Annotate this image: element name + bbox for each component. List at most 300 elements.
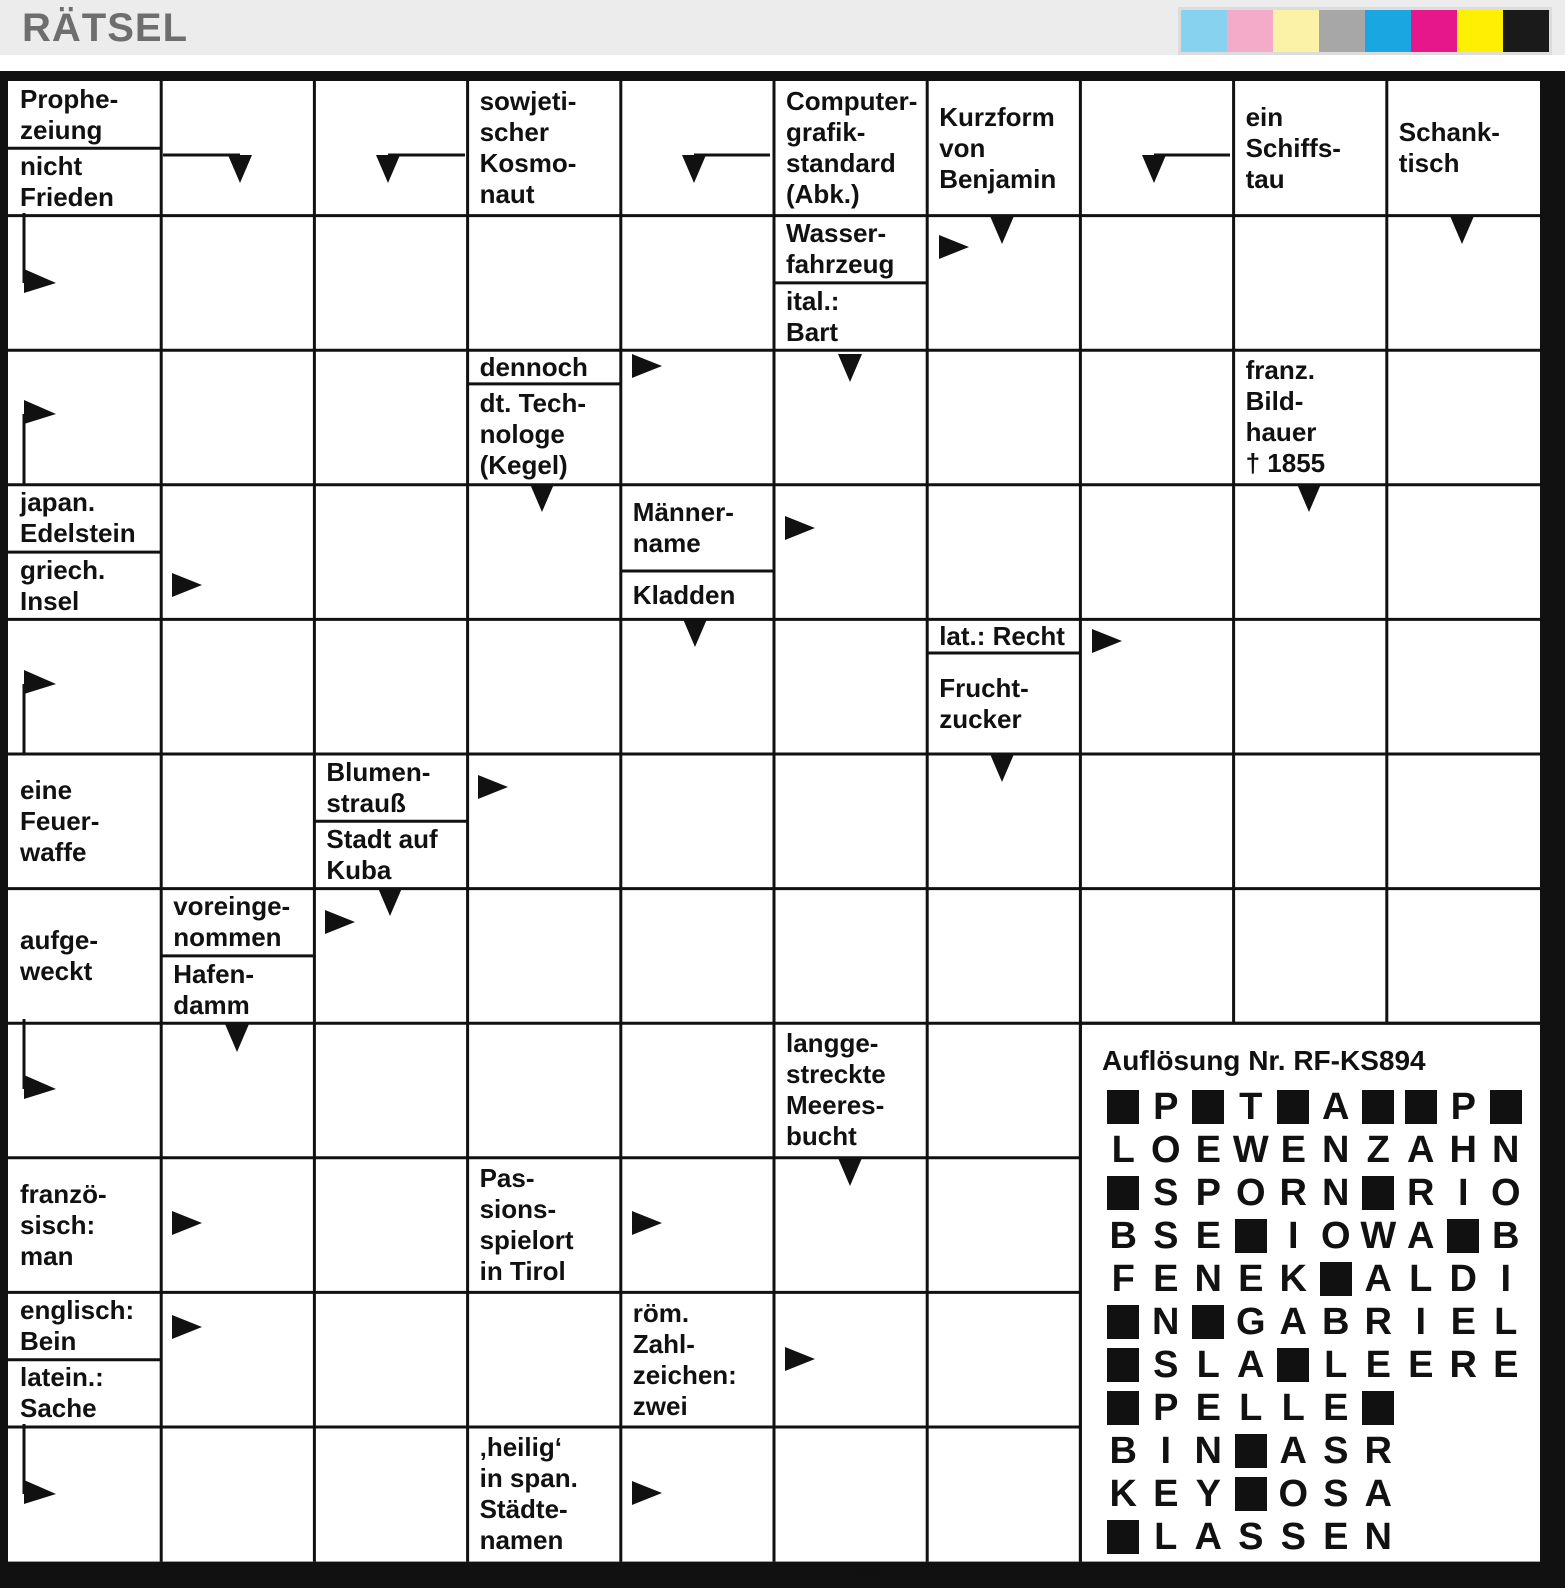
solution-letter: R	[1449, 1343, 1477, 1386]
black-square-icon	[1107, 1348, 1139, 1382]
solution-row	[1102, 1171, 1547, 1214]
solution-letter: E	[1323, 1515, 1349, 1558]
answer-cell-r4-c4[interactable]	[621, 619, 774, 754]
clue-text-line: ein	[1245, 101, 1284, 132]
clue-text-line: zucker	[939, 703, 1022, 734]
black-square-icon	[1405, 1090, 1437, 1124]
answer-cell-r2-c7[interactable]	[1080, 350, 1233, 485]
clue-text-line: waffe	[20, 836, 87, 867]
clue-text-line: strauß	[326, 787, 406, 818]
answer-cell-r4-c0[interactable]	[8, 619, 161, 754]
clue-text-line: spielort	[479, 1225, 574, 1256]
answer-cell-r6-c9[interactable]	[1387, 889, 1540, 1024]
clue-text-line: Frucht-	[939, 672, 1029, 703]
clue-box	[774, 283, 927, 350]
solution-block	[1357, 1171, 1400, 1214]
clue-text-line: latein.:	[20, 1362, 104, 1393]
clue-box	[774, 81, 927, 216]
solution-letter: O	[1235, 1171, 1266, 1214]
answer-cell-r5-c9[interactable]	[1387, 754, 1540, 889]
answer-cell-r5-c1[interactable]	[161, 754, 314, 889]
answer-cell-r6-c2[interactable]	[314, 889, 467, 1024]
solution-letter: O	[1150, 1128, 1181, 1171]
clue-box	[8, 1292, 161, 1359]
answer-cell-r5-c6[interactable]	[927, 754, 1080, 889]
clue-text-line: von	[939, 132, 986, 163]
clue-text-line: naut	[479, 179, 535, 210]
answer-cell-r8-c1[interactable]	[161, 1158, 314, 1293]
clue-text-line: damm	[173, 989, 250, 1020]
solution-letter: E	[1153, 1472, 1179, 1515]
answer-cell-r7-c3[interactable]	[468, 1023, 621, 1158]
clue-text-line: sions-	[479, 1194, 557, 1225]
solution-letter: Y	[1195, 1472, 1221, 1515]
solution-letter: Z	[1366, 1128, 1390, 1171]
black-square-icon	[1277, 1348, 1309, 1382]
solution-letter: E	[1195, 1214, 1221, 1257]
answer-cell-r4-c7[interactable]	[1080, 619, 1233, 754]
answer-cell-r2-c4[interactable]	[621, 350, 774, 485]
answer-cell-r6-c8[interactable]	[1234, 889, 1387, 1024]
clue-box	[8, 1158, 161, 1293]
solution-letter: A	[1364, 1472, 1392, 1515]
color-swatch-1	[1181, 10, 1227, 52]
black-square-icon	[1447, 1219, 1479, 1253]
puzzle-id: RF-KS895	[822, 1565, 884, 1580]
clue-text-line: scher	[479, 117, 549, 148]
solution-letter: B	[1109, 1429, 1137, 1472]
clue-text-line: standard	[786, 148, 896, 179]
clue-text-line: weckt	[20, 955, 93, 986]
clue-text-line: sowjeti-	[479, 86, 577, 117]
clue-text-line: zeichen:	[632, 1359, 737, 1390]
answer-cell-r5-c3[interactable]	[468, 754, 621, 889]
clue-box	[314, 821, 467, 888]
black-square-icon	[1192, 1305, 1224, 1339]
solution-block	[1442, 1214, 1485, 1257]
solution-letter: L	[1154, 1515, 1178, 1558]
clue-text-line: voreinge-	[173, 891, 291, 922]
clue-text-line: Schank-	[1398, 117, 1500, 148]
clue-text-line: zeiung	[20, 114, 103, 145]
solution-block	[1187, 1085, 1230, 1128]
solution-block	[1102, 1085, 1145, 1128]
solution-block	[1485, 1085, 1528, 1128]
page-title: RÄTSEL	[22, 6, 188, 50]
solution-letter: L	[1239, 1386, 1263, 1429]
answer-cell-r0-c7[interactable]	[1080, 81, 1233, 216]
solution-block	[1315, 1257, 1358, 1300]
solution-letter: E	[1493, 1343, 1519, 1386]
answer-cell-r1-c7[interactable]	[1080, 216, 1233, 351]
answer-cell-r1-c9[interactable]	[1387, 216, 1540, 351]
clue-text-line: Wasser-	[786, 218, 887, 249]
clue-box	[8, 1360, 161, 1427]
black-square-icon	[1235, 1434, 1267, 1468]
solution-letter: H	[1449, 1128, 1477, 1171]
header	[0, 0, 1565, 70]
color-swatch-7	[1457, 10, 1503, 52]
answer-cell-r3-c2[interactable]	[314, 485, 467, 620]
solution-block	[1272, 1085, 1315, 1128]
color-swatch-8	[1503, 10, 1549, 52]
clue-box	[8, 148, 161, 215]
clue-box	[1234, 81, 1387, 216]
answer-cell-r2-c0[interactable]	[8, 350, 161, 485]
clue-text-line: Kuba	[326, 854, 392, 885]
black-square-icon	[1192, 1090, 1224, 1124]
clue-box	[8, 754, 161, 889]
answer-cell-r3-c7[interactable]	[1080, 485, 1233, 620]
solution-block	[1400, 1085, 1443, 1128]
answer-cell-r2-c1[interactable]	[161, 350, 314, 485]
solution-block	[1230, 1214, 1273, 1257]
solution-letter: I	[1415, 1300, 1427, 1343]
solution-block	[1102, 1171, 1145, 1214]
solution-letter: R	[1279, 1171, 1307, 1214]
answer-cell-r3-c1[interactable]	[161, 485, 314, 620]
clue-text-line: aufge-	[20, 924, 98, 955]
black-square-icon	[1362, 1176, 1394, 1210]
clue-text-line: hauer	[1245, 417, 1317, 448]
solution-letter: A	[1322, 1085, 1350, 1128]
answer-cell-r6-c4[interactable]	[621, 889, 774, 1024]
color-swatch-6	[1411, 10, 1457, 52]
clue-text-line: nicht	[20, 150, 83, 181]
solution-letter: N	[1194, 1429, 1222, 1472]
solution-letter: R	[1407, 1171, 1435, 1214]
clue-text-line: Insel	[20, 585, 80, 616]
solution-letter: N	[1194, 1257, 1222, 1300]
clue-text-line: lat.: Recht	[939, 620, 1065, 651]
clue-text-line: streckte	[786, 1059, 886, 1090]
solution-block	[1230, 1429, 1273, 1472]
answer-cell-r2-c9[interactable]	[1387, 350, 1540, 485]
answer-cell-r1-c8[interactable]	[1234, 216, 1387, 351]
clue-box	[468, 1427, 621, 1562]
clue-box	[1387, 81, 1540, 216]
black-square-icon	[1490, 1090, 1522, 1124]
answer-cell-r1-c4[interactable]	[621, 216, 774, 351]
solution-letter: D	[1449, 1257, 1477, 1300]
clue-box	[621, 571, 774, 619]
answer-cell-r8-c4[interactable]	[621, 1158, 774, 1293]
solution-letter: E	[1408, 1343, 1434, 1386]
solution-letter: S	[1323, 1429, 1349, 1472]
answer-cell-r9-c5[interactable]	[774, 1292, 927, 1427]
clue-text-line: Männer-	[632, 496, 734, 527]
answer-cell-r5-c8[interactable]	[1234, 754, 1387, 889]
solution-letter: S	[1153, 1343, 1179, 1386]
answer-cell-r6-c5[interactable]	[774, 889, 927, 1024]
black-square-icon	[1107, 1090, 1139, 1124]
solution-letter: S	[1323, 1472, 1349, 1515]
solution-row	[1102, 1128, 1547, 1171]
answer-cell-r8-c2[interactable]	[314, 1158, 467, 1293]
clue-text-line: griech.	[20, 554, 106, 585]
clue-text-line: nologe	[479, 418, 565, 449]
solution-letter: A	[1237, 1343, 1265, 1386]
clue-text-line: nommen	[173, 922, 282, 953]
solution-letter: A	[1364, 1257, 1392, 1300]
clue-text-line: Computer-	[786, 86, 918, 117]
answer-cell-r1-c2[interactable]	[314, 216, 467, 351]
solution-letter: B	[1109, 1214, 1137, 1257]
answer-cell-r0-c4[interactable]	[621, 81, 774, 216]
clue-text-line: Benjamin	[939, 163, 1057, 194]
answer-cell-r0-c2[interactable]	[314, 81, 467, 216]
answer-cell-r0-c1[interactable]	[161, 81, 314, 216]
solution-letter: I	[1457, 1171, 1469, 1214]
clue-box	[1234, 350, 1387, 485]
solution-letter: I	[1160, 1429, 1172, 1472]
clue-text-line: franz.	[1245, 355, 1315, 386]
clue-text-line: † 1855	[1245, 448, 1326, 479]
answer-cell-r8-c5[interactable]	[774, 1158, 927, 1293]
solution-letter: A	[1279, 1300, 1307, 1343]
answer-cell-r7-c2[interactable]	[314, 1023, 467, 1158]
answer-cell-r4-c3[interactable]	[468, 619, 621, 754]
solution-letter: L	[1324, 1343, 1348, 1386]
clue-text-line: Schiffs-	[1245, 132, 1341, 163]
clue-text-line: Zahl-	[632, 1328, 695, 1359]
answer-cell-r2-c6[interactable]	[927, 350, 1080, 485]
solution-letter: O	[1490, 1171, 1521, 1214]
answer-cell-r1-c1[interactable]	[161, 216, 314, 351]
answer-cell-r4-c2[interactable]	[314, 619, 467, 754]
clue-text-line: (Abk.)	[786, 179, 860, 210]
answer-cell-r2-c5[interactable]	[774, 350, 927, 485]
answer-cell-r1-c6[interactable]	[927, 216, 1080, 351]
answer-cell-r9-c1[interactable]	[161, 1292, 314, 1427]
solution-letter: R	[1364, 1300, 1392, 1343]
clue-box	[468, 1158, 621, 1293]
black-square-icon	[1107, 1391, 1139, 1425]
solution-letter: P	[1153, 1386, 1179, 1429]
answer-cell-r5-c5[interactable]	[774, 754, 927, 889]
solution-letter: P	[1153, 1085, 1179, 1128]
solution-letter: F	[1111, 1257, 1135, 1300]
answer-cell-r6-c6[interactable]	[927, 889, 1080, 1024]
solution-letter: O	[1278, 1472, 1309, 1515]
clue-text-line: namen	[479, 1525, 564, 1556]
solution-row	[1102, 1300, 1547, 1343]
answer-cell-r10-c6[interactable]	[927, 1427, 1080, 1562]
solution-letter: N	[1364, 1515, 1392, 1558]
solution-block	[1102, 1515, 1145, 1558]
answer-cell-r10-c4[interactable]	[621, 1427, 774, 1562]
clue-text-line: Pas-	[479, 1163, 535, 1194]
answer-cell-r9-c2[interactable]	[314, 1292, 467, 1427]
clue-box	[314, 754, 467, 821]
solution-letter: A	[1279, 1429, 1307, 1472]
solution-letter: K	[1109, 1472, 1137, 1515]
clue-text-line: fahrzeug	[786, 249, 895, 280]
answer-cell-r4-c5[interactable]	[774, 619, 927, 754]
clue-text-line: Kladden	[632, 579, 736, 610]
answer-cell-r10-c1[interactable]	[161, 1427, 314, 1562]
solution-row	[1102, 1515, 1547, 1558]
clue-text-line: langge-	[786, 1028, 879, 1059]
solution-letter: E	[1195, 1128, 1221, 1171]
clue-text-line: Blumen-	[326, 756, 431, 787]
clue-text-line: tisch	[1398, 148, 1460, 179]
solution-letter: R	[1364, 1429, 1392, 1472]
clue-text-line: ital.:	[786, 285, 840, 316]
clue-box	[927, 619, 1080, 653]
answer-cell-r3-c3[interactable]	[468, 485, 621, 620]
answer-cell-r10-c0[interactable]	[8, 1427, 161, 1562]
clue-box	[927, 653, 1080, 754]
clue-text-line: dennoch	[479, 351, 588, 382]
answer-cell-r4-c8[interactable]	[1234, 619, 1387, 754]
clue-text-line: man	[20, 1240, 74, 1271]
solution-letter: E	[1195, 1386, 1221, 1429]
clue-box	[8, 552, 161, 619]
solution-letter: E	[1238, 1257, 1264, 1300]
clue-text-line: Hafen-	[173, 958, 255, 989]
clue-text-line: Kosmo-	[479, 148, 577, 179]
solution-row	[1102, 1085, 1547, 1128]
solution-letter: S	[1153, 1171, 1179, 1214]
black-square-icon	[1320, 1262, 1352, 1296]
solution-letter: W	[1360, 1214, 1397, 1257]
clue-text-line: Frieden	[20, 181, 114, 212]
clue-text-line: japan.	[20, 487, 96, 518]
solution-title: Auflösung Nr. RF-KS894	[1102, 1045, 1426, 1076]
black-square-icon	[1235, 1219, 1267, 1253]
clue-box	[927, 81, 1080, 216]
solution-letter: A	[1194, 1515, 1222, 1558]
clue-text-line: franzö-	[20, 1178, 107, 1209]
solution-letter: L	[1409, 1257, 1433, 1300]
solution-letter: N	[1322, 1128, 1350, 1171]
color-swatch-5	[1365, 10, 1411, 52]
black-square-icon	[1362, 1391, 1394, 1425]
answer-cell-r8-c6[interactable]	[927, 1158, 1080, 1293]
black-square-icon	[1235, 1477, 1267, 1511]
solution-letter: L	[1281, 1386, 1305, 1429]
answer-cell-r4-c9[interactable]	[1387, 619, 1540, 754]
answer-cell-r2-c2[interactable]	[314, 350, 467, 485]
answer-cell-r3-c5[interactable]	[774, 485, 927, 620]
solution-block	[1357, 1085, 1400, 1128]
answer-cell-r6-c3[interactable]	[468, 889, 621, 1024]
answer-cell-r7-c1[interactable]	[161, 1023, 314, 1158]
answer-cell-r1-c0[interactable]	[8, 216, 161, 351]
answer-cell-r3-c6[interactable]	[927, 485, 1080, 620]
black-square-icon	[1107, 1520, 1139, 1554]
solution-row	[1102, 1343, 1547, 1386]
solution-row	[1102, 1429, 1547, 1472]
solution-letter: B	[1492, 1214, 1520, 1257]
clue-text-line: (Kegel)	[479, 449, 568, 480]
solution-letter: W	[1232, 1128, 1269, 1171]
solution-letter: E	[1280, 1128, 1306, 1171]
solution-letter: E	[1153, 1257, 1179, 1300]
solution-block	[1357, 1386, 1400, 1429]
color-swatch-strip	[1178, 7, 1552, 55]
clue-box	[8, 81, 161, 148]
solution-grid	[1102, 1085, 1547, 1558]
clue-text-line: tau	[1245, 163, 1285, 194]
solution-letter: E	[1323, 1386, 1349, 1429]
answer-cell-r7-c0[interactable]	[8, 1023, 161, 1158]
clue-box	[161, 956, 314, 1023]
clue-box	[621, 1292, 774, 1427]
answer-cell-r10-c2[interactable]	[314, 1427, 467, 1562]
clue-box	[468, 384, 621, 485]
solution-block	[1187, 1300, 1230, 1343]
answer-cell-r6-c7[interactable]	[1080, 889, 1233, 1024]
solution-letter: G	[1235, 1300, 1266, 1343]
solution-letter: S	[1280, 1515, 1306, 1558]
solution-letter: S	[1238, 1515, 1264, 1558]
clue-box	[8, 485, 161, 552]
answer-cell-r7-c6[interactable]	[927, 1023, 1080, 1158]
clue-text-line: eine	[20, 774, 73, 805]
answer-cell-r9-c6[interactable]	[927, 1292, 1080, 1427]
solution-letter: E	[1365, 1343, 1391, 1386]
solution-letter: L	[1196, 1343, 1220, 1386]
solution-letter: N	[1492, 1128, 1520, 1171]
clue-text-line: Sache	[20, 1393, 97, 1424]
solution-letter: N	[1152, 1300, 1180, 1343]
solution-letter: A	[1407, 1214, 1435, 1257]
answer-cell-r5-c4[interactable]	[621, 754, 774, 889]
solution-letter: I	[1500, 1257, 1512, 1300]
answer-cell-r9-c3[interactable]	[468, 1292, 621, 1427]
clue-box	[774, 216, 927, 283]
solution-letter: L	[1111, 1128, 1135, 1171]
color-swatch-2	[1227, 10, 1273, 52]
solution-letter: I	[1287, 1214, 1299, 1257]
clue-box	[161, 889, 314, 956]
solution-row	[1102, 1257, 1547, 1300]
clue-text-line: in span.	[479, 1463, 578, 1494]
solution-block	[1102, 1386, 1145, 1429]
clue-text-line: röm.	[632, 1297, 690, 1328]
solution-block	[1272, 1343, 1315, 1386]
solution-block	[1230, 1472, 1273, 1515]
answer-cell-r3-c9[interactable]	[1387, 485, 1540, 620]
solution-block	[1102, 1300, 1145, 1343]
answer-cell-r10-c5[interactable]	[774, 1427, 927, 1562]
solution-letter: P	[1195, 1171, 1221, 1214]
clue-text-line: zwei	[632, 1390, 688, 1421]
clue-text-line: Bein	[20, 1326, 77, 1357]
answer-cell-r7-c4[interactable]	[621, 1023, 774, 1158]
clue-text-line: name	[632, 527, 701, 558]
answer-cell-r5-c7[interactable]	[1080, 754, 1233, 889]
black-square-icon	[1277, 1090, 1309, 1124]
solution-row	[1102, 1472, 1547, 1515]
answer-cell-r4-c1[interactable]	[161, 619, 314, 754]
clue-box	[8, 889, 161, 1024]
solution-letter: L	[1494, 1300, 1518, 1343]
solution-letter: B	[1322, 1300, 1350, 1343]
clue-box	[468, 350, 621, 384]
clue-text-line: in Tirol	[479, 1256, 566, 1287]
clue-text-line: Bild-	[1245, 386, 1304, 417]
clue-box	[621, 485, 774, 571]
clue-text-line: bucht	[786, 1121, 857, 1152]
answer-cell-r3-c8[interactable]	[1234, 485, 1387, 620]
answer-cell-r1-c3[interactable]	[468, 216, 621, 351]
clue-text-line: sisch:	[20, 1209, 96, 1240]
clue-text-line: grafik-	[786, 117, 866, 148]
clue-text-line: Städte-	[479, 1494, 568, 1525]
